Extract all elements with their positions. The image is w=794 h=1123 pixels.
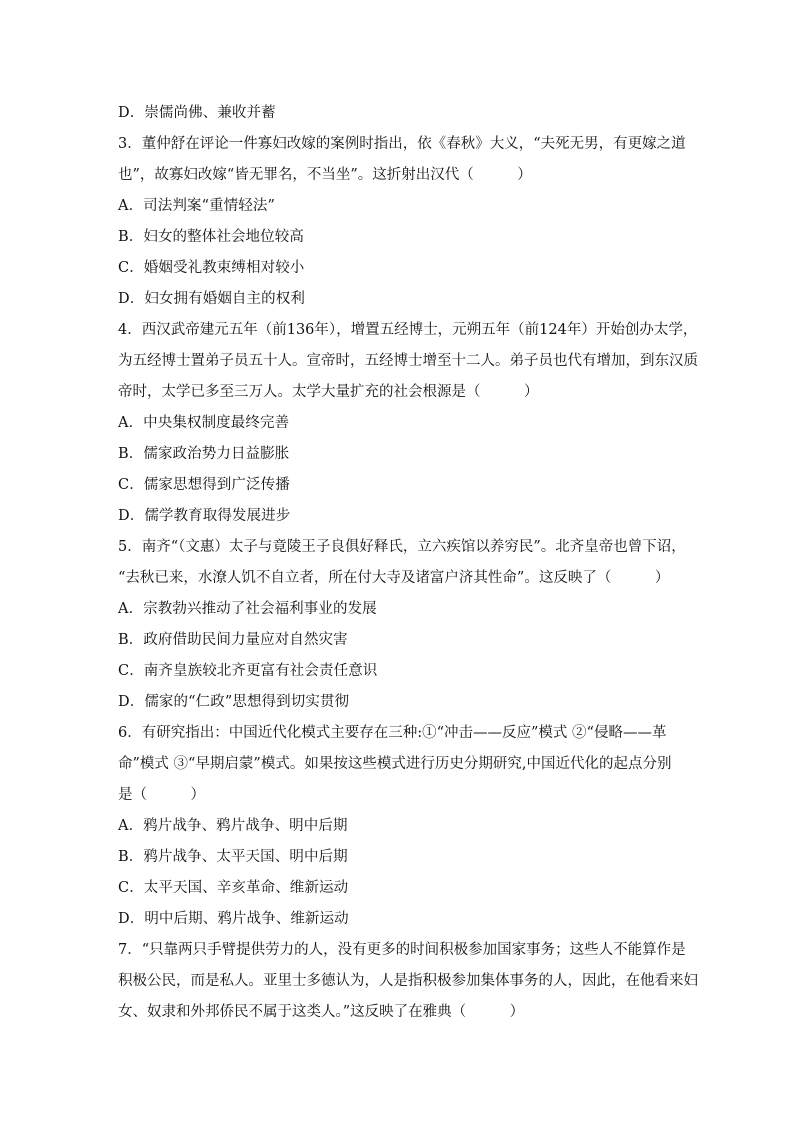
question-5 <box>118 532 686 718</box>
exam-page <box>118 98 698 1028</box>
option-c: C．儒家思想得到广泛传播 <box>118 477 290 493</box>
option-a: A．司法判案“重情轻法” <box>118 198 275 214</box>
option-a: A．宗教勃兴推动了社会福利事业的发展 <box>118 601 377 617</box>
option-d: D．明中后期、鸦片战争、维新运动 <box>118 911 349 927</box>
question-stem-line: “去秋已来，水潦人饥不自立者，所在付大寺及诸富户济其性命”。这反映了（ ） <box>118 570 670 586</box>
question-stem-line: 3．董仲舒在评论一件寡妇改嫁的案例时指出，依《春秋》大义，“夫死无男，有更嫁之道 <box>118 136 686 152</box>
option-b: B．妇女的整体社会地位较高 <box>118 229 304 245</box>
question-stem-line: 是（ ） <box>118 787 205 803</box>
question-7 <box>118 935 698 1028</box>
option-d: D．儒学教育取得发展进步 <box>118 508 291 524</box>
option-d: D．儒家的“仁政”思想得到切实贯彻 <box>118 694 350 710</box>
option-b: B．鸦片战争、太平天国、明中后期 <box>118 849 348 865</box>
question-3 <box>118 129 686 315</box>
question-stem-line: 4．西汉武帝建元五年（前136年），增置五经博士，元朔五年（前124年）开始创办太学， <box>118 322 698 338</box>
option-a: A．中央集权制度最终完善 <box>118 415 290 431</box>
question-stem-line: 女、奴隶和外邦侨民不属于这类人。”这反映了在雅典（ ） <box>118 1004 525 1020</box>
question-stem-line: 命”模式 ③“早期启蒙”模式。如果按这些模式进行历史分期研究,中国近代化的起点分别 <box>118 756 672 772</box>
question-stem-line: 积极公民，而是私人。亚里士多德认为，人是指积极参加集体事务的人，因此，在他看来妇 <box>118 973 698 989</box>
option-b: B．儒家政治势力日益膨胀 <box>118 446 290 462</box>
question-stem-line: 为五经博士置弟子员五十人。宣帝时，五经博士增至十二人。弟子员也代有增加，到东汉质 <box>118 353 698 369</box>
option-b: B．政府借助民间力量应对自然灾害 <box>118 632 348 648</box>
option-a: A．鸦片战争、鸦片战争、明中后期 <box>118 818 348 834</box>
option-c: C．太平天国、辛亥革命、维新运动 <box>118 880 349 896</box>
option-d: D．妇女拥有婚姻自主的权利 <box>118 291 305 307</box>
question-6 <box>118 718 678 935</box>
carry-over-option-d: D．崇儒尚佛、兼收并蓄 <box>118 105 276 121</box>
question-stem-line: 6．有研究指出：中国近代化模式主要存在三种:①“冲击——反应”模式 ②“侵略——革 <box>118 725 667 741</box>
question-4 <box>118 315 698 532</box>
question-stem-line: 帝时，太学已多至三万人。太学大量扩充的社会根源是（ ） <box>118 384 539 400</box>
option-c: C．婚姻受礼教束缚相对较小 <box>118 260 305 276</box>
question-stem-line: 也”，故寡妇改嫁“皆无罪名，不当坐”。这折射出汉代（ ） <box>118 167 532 183</box>
question-stem-line: 7．“只靠两只手臂提供劳力的人，没有更多的时间积极参加国家事务；这些人不能算作是 <box>118 942 686 958</box>
question-stem-line: 5．南齐“（文惠）太子与竟陵王子良俱好释氏，立六疾馆以养穷民”。北齐皇帝也曾下诏， <box>118 539 686 555</box>
option-c: C．南齐皇族较北齐更富有社会责任意识 <box>118 663 378 679</box>
